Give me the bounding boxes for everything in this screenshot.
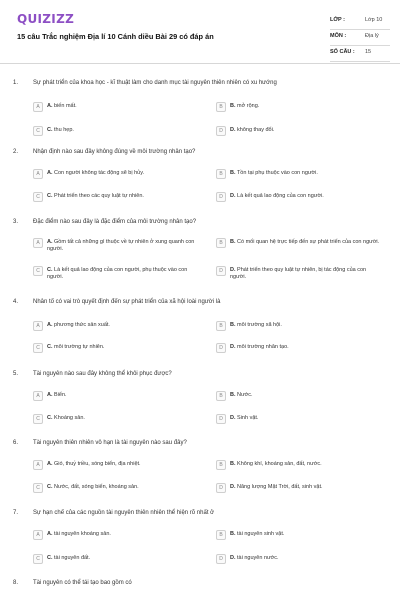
meta-row-subject (330, 30, 390, 46)
meta-row-count (330, 46, 390, 62)
option-letter: A. (47, 531, 53, 537)
option-letter: A. (47, 239, 53, 245)
option-label: Phát triển theo quy luật tự nhiên, bị tác động của con người. (230, 267, 367, 281)
option-text (230, 170, 380, 177)
option-badge: B (216, 238, 226, 248)
question-number: 5. (13, 371, 19, 377)
meta-label: SỐ CÂU : (330, 49, 355, 55)
option-text (230, 344, 380, 351)
option-badge: D (216, 554, 226, 564)
meta-row-class (330, 14, 390, 30)
option-label: Biển. (54, 392, 67, 398)
option-text (47, 461, 197, 468)
option-letter: C. (47, 267, 53, 273)
question-text: Tài nguyên có thể tái tạo bao gồm có (33, 580, 132, 586)
option-letter: B. (230, 392, 236, 398)
option-label: tài nguyên khoáng sản. (54, 531, 111, 537)
question-number: 8. (13, 580, 19, 586)
option-badge: A (33, 169, 43, 179)
question-text: Nhận định nào sau đây không đúng về môi trường nhân tạo? (33, 149, 196, 155)
option-label: Phát triển theo các quy luật tự nhiên. (54, 193, 144, 199)
option-label: tài nguyên nước. (237, 555, 279, 561)
option-text (47, 239, 197, 253)
option-badge: D (216, 266, 226, 276)
option-text (230, 555, 380, 562)
option-label: không thay đổi. (237, 127, 275, 133)
option-badge: C (33, 483, 43, 493)
question-text: Tài nguyên thiên nhiên vô hạn là tài nguyên nào sau đây? (33, 440, 187, 446)
option-text (47, 193, 197, 200)
option-badge: B (216, 391, 226, 401)
option-letter: D. (230, 555, 236, 561)
option-label: tài nguyên sinh vật. (237, 531, 285, 537)
question-text: Nhân tố có vai trò quyết định đến sự phát triển của xã hội loài người là (33, 299, 221, 305)
option-badge: B (216, 530, 226, 540)
option-letter: A. (47, 322, 53, 328)
option-letter: D. (230, 267, 236, 273)
option-label: môi trường tự nhiên. (54, 344, 105, 350)
question-number: 3. (13, 219, 19, 225)
question-number: 4. (13, 299, 19, 305)
option-badge: D (216, 483, 226, 493)
option-text (47, 267, 197, 281)
option-badge: A (33, 530, 43, 540)
option-letter: C. (47, 484, 53, 490)
option-badge: A (33, 391, 43, 401)
question-number: 1. (13, 80, 19, 86)
option-label: Khoáng sản. (54, 415, 85, 421)
option-letter: D. (230, 415, 236, 421)
option-text (230, 103, 380, 110)
option-badge: D (216, 192, 226, 202)
option-text (230, 461, 380, 468)
option-text (230, 531, 380, 538)
option-label: phương thức sản xuất. (54, 322, 110, 328)
option-label: môi trường nhân tạo. (237, 344, 289, 350)
option-badge: C (33, 266, 43, 276)
option-badge: B (216, 169, 226, 179)
option-label: Có mối quan hệ trực tiếp đến sự phát triển của con người. (237, 239, 380, 245)
question-number: 7. (13, 510, 19, 516)
option-badge: C (33, 343, 43, 353)
option-label: Tồn tại phụ thuộc vào con người. (236, 170, 318, 176)
option-letter: B. (230, 239, 236, 245)
option-text (47, 531, 197, 538)
option-text (230, 127, 380, 134)
option-text (47, 484, 197, 491)
option-letter: B. (230, 531, 236, 537)
option-label: Năng lượng Mặt Trời, đất, sinh vật. (237, 484, 323, 490)
option-badge: C (33, 126, 43, 136)
option-badge: D (216, 414, 226, 424)
option-badge: B (216, 321, 226, 331)
question-text: Tài nguyên nào sau đây không thể khôi phục được? (33, 371, 172, 377)
option-label: mở rộng. (237, 103, 260, 109)
option-label: Là kết quả lao động của con người. (237, 193, 324, 199)
option-letter: D. (230, 127, 236, 133)
option-text (47, 103, 197, 110)
option-label: Gồm tất cả những gì thuộc về tự nhiên ở xung quanh con người. (47, 239, 195, 253)
option-label: Là kết quả lao động của con người, phụ thuộc vào con người. (47, 267, 188, 281)
option-letter: B. (230, 461, 236, 467)
option-label: Nước. (237, 392, 253, 398)
option-label: biến mất. (54, 103, 77, 109)
question-number: 2. (13, 149, 19, 155)
option-text (47, 555, 197, 562)
option-badge: C (33, 192, 43, 202)
option-letter: B. (230, 103, 236, 109)
option-text (47, 344, 197, 351)
option-badge: D (216, 126, 226, 136)
option-letter: C. (47, 415, 53, 421)
option-letter: D. (230, 193, 236, 199)
option-badge: B (216, 102, 226, 112)
option-badge: C (33, 414, 43, 424)
option-text (47, 392, 197, 399)
option-label: Sinh vật. (237, 415, 259, 421)
option-letter: D. (230, 344, 236, 350)
option-letter: A. (47, 392, 53, 398)
option-label: tài nguyên đất. (54, 555, 91, 561)
option-text (230, 392, 380, 399)
option-letter: A. (47, 103, 53, 109)
option-letter: B. (230, 170, 236, 176)
option-letter: A. (47, 461, 53, 467)
question-text: Sự hạn chế của các nguồn tài nguyên thiên nhiên thể hiện rõ nhất ở (33, 510, 215, 516)
worksheet-header (0, 0, 400, 64)
meta-value: 15 (365, 49, 372, 55)
quizizz-logo: QUIZIZZ (17, 12, 75, 26)
option-text (47, 322, 197, 329)
option-text (230, 415, 380, 422)
option-text (230, 239, 380, 246)
meta-value: Địa lý (365, 33, 379, 39)
option-text (47, 415, 197, 422)
option-letter: A. (47, 170, 53, 176)
option-label: Nước, đất, sóng biển, khoáng sản. (54, 484, 139, 490)
document-title: 15 câu Trắc nghiệm Địa lí 10 Cánh diều Bài 29 có đáp án (17, 32, 214, 41)
option-letter: C. (47, 555, 53, 561)
option-text (230, 193, 380, 200)
option-label: Gió, thuỷ triều, sóng biển, địa nhiệt. (54, 461, 141, 467)
question-number: 6. (13, 440, 19, 446)
option-badge: A (33, 238, 43, 248)
option-badge: C (33, 554, 43, 564)
option-letter: C. (47, 344, 53, 350)
option-letter: B. (230, 322, 236, 328)
option-text (47, 127, 197, 134)
option-text (230, 484, 380, 491)
option-badge: A (33, 321, 43, 331)
option-label: Không khí, khoáng sản, đất, nước. (237, 461, 322, 467)
meta-value: Lớp 10 (365, 17, 383, 23)
option-text (230, 322, 380, 329)
option-text (230, 267, 380, 281)
option-badge: A (33, 460, 43, 470)
option-badge: A (33, 102, 43, 112)
option-label: thu hẹp. (54, 127, 74, 133)
option-letter: C. (47, 127, 53, 133)
question-text: Đặc điểm nào sau đây là đặc điểm của môi trường nhân tạo? (33, 219, 197, 225)
option-letter: D. (230, 484, 236, 490)
question-text: Sự phát triển của khoa học - kĩ thuật làm cho danh mục tài nguyên thiên nhiên có xu hướng (33, 80, 277, 86)
option-badge: D (216, 343, 226, 353)
option-text (47, 170, 197, 177)
option-badge: B (216, 460, 226, 470)
meta-label: LỚP : (330, 17, 345, 23)
option-letter: C. (47, 193, 53, 199)
option-label: môi trường xã hội. (237, 322, 282, 328)
option-label: Con người không tác động sẽ bị hủy. (54, 170, 145, 176)
meta-label: MÔN : (330, 33, 347, 39)
meta-table (330, 14, 390, 62)
